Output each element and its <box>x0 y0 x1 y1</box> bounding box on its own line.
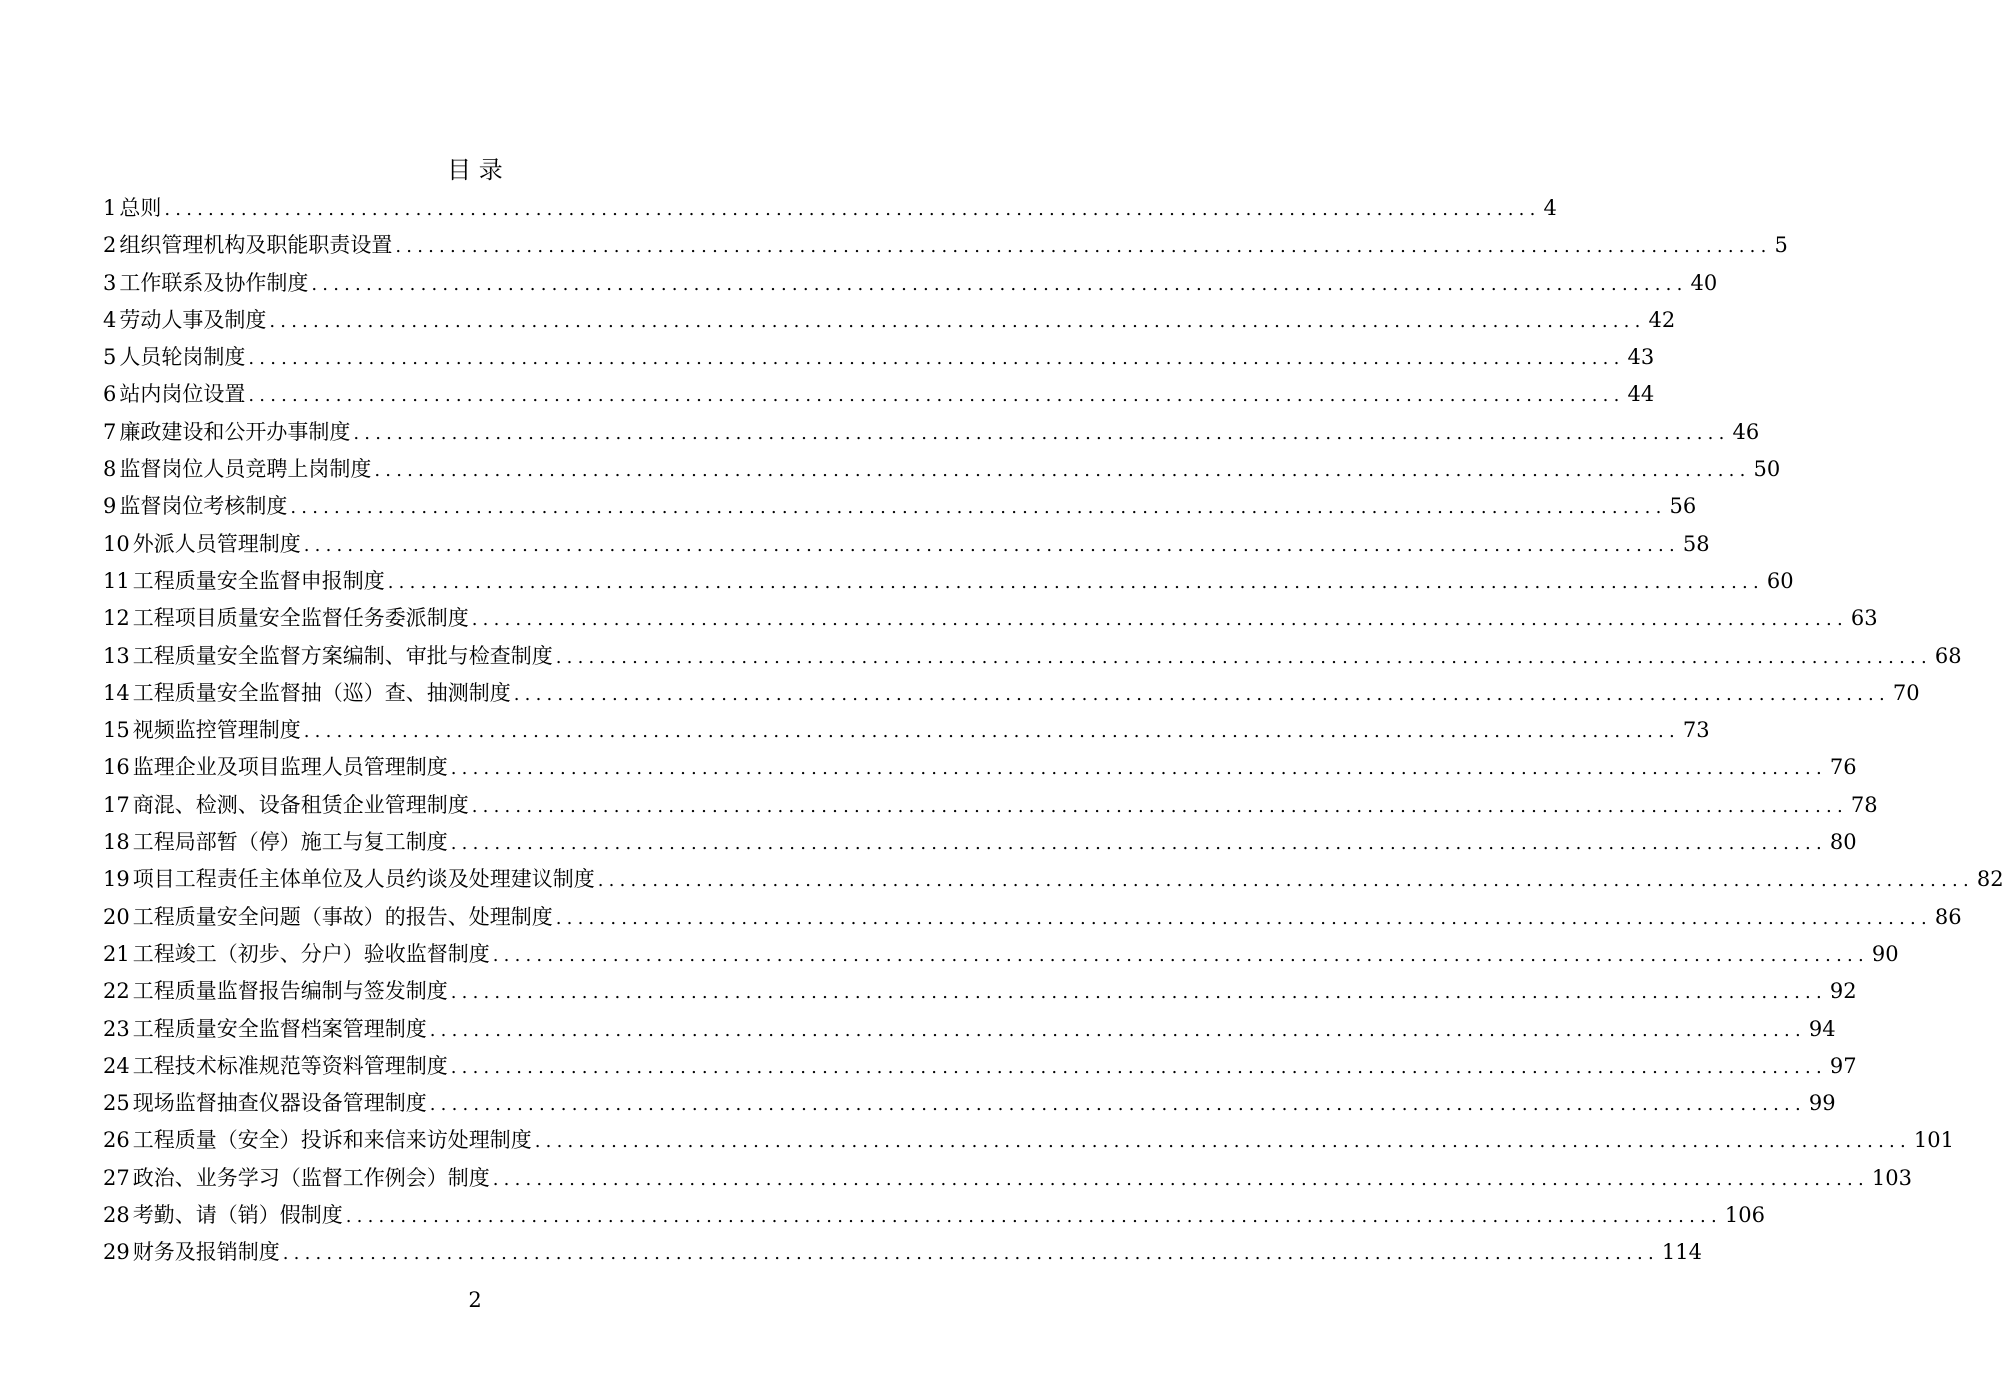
toc-entry-title: 工程质量安全监督档案管理制度 <box>132 1016 427 1041</box>
toc-entry-page: 63 <box>1850 606 1878 631</box>
toc-entry-number: 22 <box>103 979 130 1004</box>
toc-dot-leader: .............................................................................................................................. <box>345 1206 1722 1228</box>
toc-dot-leader: .............................................................................................................................. <box>387 571 1764 593</box>
toc-entry-page: 60 <box>1766 568 1794 593</box>
toc-entry[interactable] <box>103 302 1676 339</box>
toc-entry-page: 101 <box>1913 1128 1954 1153</box>
toc-entry-title: 人员轮岗制度 <box>119 345 246 370</box>
toc-dot-leader: .............................................................................................................................. <box>303 534 1680 556</box>
toc-entry-number: 29 <box>103 1240 130 1265</box>
toc-entry-page: 50 <box>1753 457 1781 482</box>
toc-dot-leader: .............................................................................................................................. <box>492 944 1869 966</box>
toc-dot-leader: .............................................................................................................................. <box>353 422 1730 444</box>
toc-entry[interactable] <box>103 376 1655 413</box>
toc-entry[interactable] <box>103 451 1781 488</box>
toc-entry-number: 9 <box>103 494 117 519</box>
toc-entry[interactable] <box>103 227 1788 264</box>
toc-entry-number: 20 <box>103 904 130 929</box>
toc-entry-page: 43 <box>1627 345 1655 370</box>
toc-entry-page: 68 <box>1934 643 1962 668</box>
toc-entry-number: 6 <box>103 382 117 407</box>
toc-entry[interactable] <box>103 526 1710 563</box>
toc-entry-title: 工程质量监督报告编制与签发制度 <box>132 979 448 1004</box>
toc-entry[interactable] <box>103 1122 1954 1159</box>
toc-entry-title: 项目工程责任主体单位及人员约谈及处理建议制度 <box>132 867 595 892</box>
toc-entry-number: 5 <box>103 345 117 370</box>
toc-dot-leader: .............................................................................................................................. <box>374 460 1751 482</box>
toc-entry[interactable] <box>103 563 1794 600</box>
toc-entry-page: 114 <box>1661 1240 1702 1265</box>
toc-entry-number: 19 <box>103 867 130 892</box>
toc-entry-title: 总则 <box>119 196 162 220</box>
toc-entry-title: 工程质量安全监督申报制度 <box>132 568 385 593</box>
toc-entry[interactable] <box>103 675 1920 712</box>
toc-entry-page: 70 <box>1892 680 1920 705</box>
toc-entry-page: 99 <box>1808 1091 1836 1116</box>
table-of-contents <box>103 190 2004 1272</box>
toc-entry-title: 工程质量安全监督方案编制、审批与检查制度 <box>132 643 553 668</box>
toc-dot-leader: .............................................................................................................................. <box>269 310 1646 332</box>
toc-dot-leader: .............................................................................................................................. <box>450 758 1827 780</box>
toc-entry-number: 12 <box>103 606 130 631</box>
toc-entry-number: 14 <box>103 680 130 705</box>
toc-entry-number: 10 <box>103 531 130 556</box>
toc-dot-leader: .............................................................................................................................. <box>471 795 1848 817</box>
toc-entry-page: 46 <box>1732 419 1760 444</box>
toc-entry[interactable] <box>103 190 1557 227</box>
toc-entry-title: 工程项目质量安全监督任务委派制度 <box>132 606 469 631</box>
toc-dot-leader: .............................................................................................................................. <box>450 1056 1827 1078</box>
toc-entry-page: 90 <box>1871 941 1899 966</box>
toc-entry-page: 44 <box>1627 382 1655 407</box>
toc-dot-leader: .............................................................................................................................. <box>597 870 1974 892</box>
toc-entry-page: 106 <box>1724 1203 1765 1228</box>
page-title: 目 录 <box>447 156 503 184</box>
toc-entry[interactable] <box>103 339 1655 376</box>
toc-entry-title: 政治、业务学习（监督工作例会）制度 <box>132 1165 490 1190</box>
toc-entry[interactable] <box>103 1085 1836 1122</box>
toc-dot-leader: .............................................................................................................................. <box>303 721 1680 743</box>
toc-entry-title: 外派人员管理制度 <box>132 531 301 556</box>
toc-entry[interactable] <box>103 638 1962 675</box>
toc-dot-leader: .............................................................................................................................. <box>534 1131 1911 1153</box>
toc-entry-title: 现场监督抽查仪器设备管理制度 <box>132 1091 427 1116</box>
toc-entry-page: 42 <box>1648 307 1676 332</box>
toc-entry-title: 监理企业及项目监理人员管理制度 <box>132 755 448 780</box>
toc-entry-number: 7 <box>103 419 117 444</box>
toc-entry-title: 工作联系及协作制度 <box>119 270 309 295</box>
toc-entry-number: 2 <box>103 233 117 258</box>
toc-entry-number: 3 <box>103 270 117 295</box>
toc-entry[interactable] <box>103 899 1962 936</box>
toc-entry-page: 56 <box>1669 494 1697 519</box>
toc-dot-leader: .............................................................................................................................. <box>248 385 1625 407</box>
toc-entry[interactable] <box>103 712 1710 749</box>
toc-entry[interactable] <box>103 1011 1836 1048</box>
toc-dot-leader: .............................................................................................................................. <box>450 833 1827 855</box>
toc-entry[interactable] <box>103 787 1878 824</box>
toc-entry-page: 76 <box>1829 755 1857 780</box>
toc-entry-title: 视频监控管理制度 <box>132 718 301 743</box>
toc-entry-page: 58 <box>1682 531 1710 556</box>
toc-dot-leader: .............................................................................................................................. <box>513 683 1890 705</box>
toc-entry-number: 17 <box>103 792 130 817</box>
toc-entry-number: 27 <box>103 1165 130 1190</box>
toc-dot-leader: .............................................................................................................................. <box>450 982 1827 1004</box>
toc-entry-title: 监督岗位人员竞聘上岗制度 <box>119 457 372 482</box>
toc-entry-page: 86 <box>1934 904 1962 929</box>
toc-dot-leader: .............................................................................................................................. <box>555 907 1932 929</box>
toc-entry[interactable] <box>103 1197 1765 1234</box>
toc-dot-leader: .............................................................................................................................. <box>429 1019 1806 1041</box>
toc-entry-title: 劳动人事及制度 <box>119 307 267 332</box>
toc-entry[interactable] <box>103 973 1857 1010</box>
toc-entry-number: 18 <box>103 830 130 855</box>
toc-entry-number: 21 <box>103 941 130 966</box>
toc-entry[interactable] <box>103 1160 1912 1197</box>
toc-entry-title: 工程质量（安全）投诉和来信来访处理制度 <box>132 1128 532 1153</box>
toc-entry-number: 8 <box>103 457 117 482</box>
toc-entry-title: 工程局部暂（停）施工与复工制度 <box>132 830 448 855</box>
toc-entry-number: 13 <box>103 643 130 668</box>
toc-entry[interactable] <box>103 600 1878 637</box>
toc-entry-number: 4 <box>103 307 117 332</box>
toc-entry[interactable] <box>103 265 1718 302</box>
toc-entry[interactable] <box>103 488 1697 525</box>
toc-entry-number: 11 <box>103 568 130 593</box>
toc-dot-leader: .............................................................................................................................. <box>311 273 1688 295</box>
toc-entry-title: 监督岗位考核制度 <box>119 494 288 519</box>
toc-entry-title: 商混、检测、设备租赁企业管理制度 <box>132 792 469 817</box>
toc-dot-leader: .............................................................................................................................. <box>492 1168 1869 1190</box>
toc-entry-page: 82 <box>1976 867 2004 892</box>
toc-entry-title: 廉政建设和公开办事制度 <box>119 419 351 444</box>
toc-entry-number: 25 <box>103 1091 130 1116</box>
toc-entry-page: 5 <box>1774 233 1788 258</box>
toc-dot-leader: .............................................................................................................................. <box>282 1243 1659 1265</box>
toc-dot-leader: .............................................................................................................................. <box>248 348 1625 370</box>
toc-entry-title: 站内岗位设置 <box>119 382 246 407</box>
toc-entry[interactable] <box>103 749 1857 786</box>
toc-entry-title: 工程技术标准规范等资料管理制度 <box>132 1053 448 1078</box>
toc-entry-page: 78 <box>1850 792 1878 817</box>
toc-entry-title: 财务及报销制度 <box>132 1240 280 1265</box>
toc-entry-title: 考勤、请（销）假制度 <box>132 1203 343 1228</box>
toc-entry-number: 15 <box>103 718 130 743</box>
toc-entry[interactable] <box>103 936 1899 973</box>
toc-entry-title: 工程质量安全监督抽（巡）查、抽测制度 <box>132 680 511 705</box>
toc-entry[interactable] <box>103 1234 1702 1271</box>
toc-entry-page: 97 <box>1829 1053 1857 1078</box>
toc-entry-page: 94 <box>1808 1016 1836 1041</box>
toc-entry[interactable] <box>103 824 1857 861</box>
toc-dot-leader: .............................................................................................................................. <box>290 497 1667 519</box>
toc-entry-page: 4 <box>1543 196 1557 220</box>
toc-entry-number: 24 <box>103 1053 130 1078</box>
toc-entry-page: 40 <box>1690 270 1718 295</box>
toc-entry[interactable] <box>103 861 2004 898</box>
toc-dot-leader: .............................................................................................................................. <box>429 1094 1806 1116</box>
toc-entry-title: 组织管理机构及职能职责设置 <box>119 233 393 258</box>
toc-entry-page: 80 <box>1829 830 1857 855</box>
page-number: 2 <box>468 1288 482 1312</box>
toc-entry-page: 92 <box>1829 979 1857 1004</box>
toc-entry[interactable] <box>103 1048 1857 1085</box>
toc-entry-number: 28 <box>103 1203 130 1228</box>
toc-entry-number: 1 <box>103 196 117 220</box>
toc-entry[interactable] <box>103 414 1760 451</box>
toc-entry-number: 23 <box>103 1016 130 1041</box>
toc-dot-leader: .............................................................................................................................. <box>395 236 1772 258</box>
toc-entry-page: 73 <box>1682 718 1710 743</box>
toc-dot-leader: .............................................................................................................................. <box>164 199 1541 220</box>
toc-dot-leader: .............................................................................................................................. <box>471 609 1848 631</box>
toc-entry-page: 103 <box>1871 1165 1912 1190</box>
toc-entry-number: 26 <box>103 1128 130 1153</box>
toc-entry-title: 工程质量安全问题（事故）的报告、处理制度 <box>132 904 553 929</box>
toc-dot-leader: .............................................................................................................................. <box>555 646 1932 668</box>
toc-entry-title: 工程竣工（初步、分户）验收监督制度 <box>132 941 490 966</box>
toc-entry-number: 16 <box>103 755 130 780</box>
